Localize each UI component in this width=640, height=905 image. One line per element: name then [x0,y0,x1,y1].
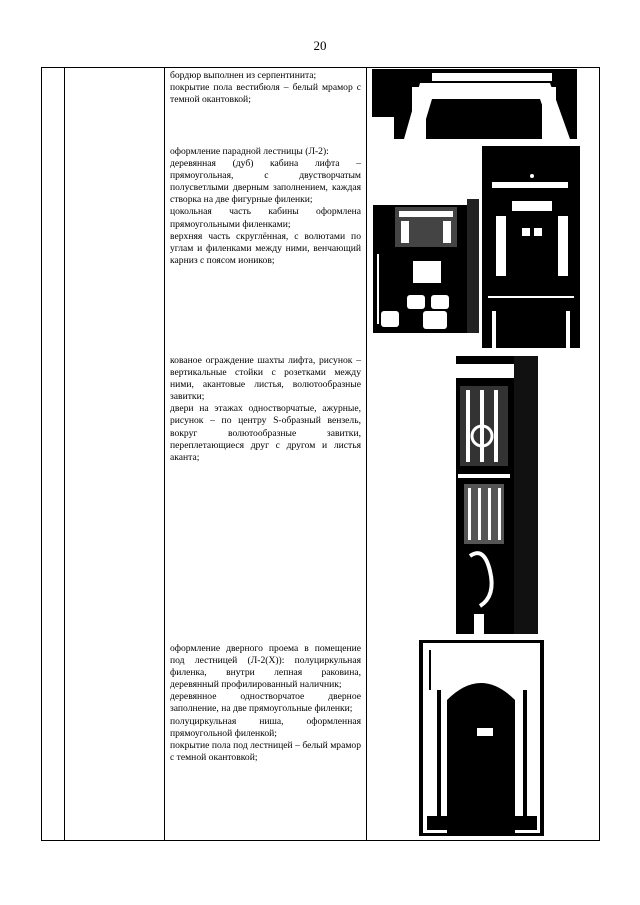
row-1-description [170,70,361,106]
lift-cabin-top-photo [482,146,580,348]
row-4-line-2: деревянное одностворчатое дверное заполнение, на две прямоугольные филенки; [170,691,361,715]
row-4-description [170,643,361,764]
row-2-line-3: цокольная часть кабины оформлена прямоугольными филенками; [170,206,361,230]
monument-description-table [41,67,600,841]
row-2-line-1: оформление парадной лестницы (Л-2): [170,146,329,157]
row-4-line-1: оформление дверного проема в помещение под лестницей (Л-2(Х)): полуциркульная филенка, внутри лепная раковина, деревянный профилированный наличник; [170,643,361,691]
row-1-line-2: покрытие пола вестибюля – белый мрамор с темной окантовкой; [170,82,361,106]
row-3-line-2: двери на этажах одностворчатые, ажурные, рисунок – по центру S-образный вензель, вокруг волютообразные завитки, переплетающиеся друг с другом и листья аканта; [170,403,361,463]
row-4-line-4: покрытие пола под лестницей – белый мрамор с темной окантовкой; [170,739,361,763]
page-number: 20 [313,38,327,53]
vestibule-floor-photo [372,69,594,139]
lift-cabin-photo [373,199,479,333]
row-4-line-3: полуциркульная ниша, оформленная прямоугольной филенкой; [170,715,361,739]
column-divider-2 [164,68,165,840]
lift-shaft-fence-photo [430,356,538,634]
column-divider-3 [366,68,367,840]
row-2-description [170,146,361,267]
under-stair-door-photo [419,640,544,836]
row-3-description [170,355,361,464]
row-2-line-2: деревянная (дуб) кабина лифта – прямоугольная, с двустворчатым полусветлыми дверным заполнением, каждая створка на две фигурные филенки; [170,158,361,206]
row-1-line-1: бордюр выполнен из серпентинита; [170,70,317,81]
row-2-line-4: верхняя часть скруглённая, с волютами по углам и филенками между ними, венчающий карниз с поясом иоников; [170,230,361,266]
column-divider-1 [64,68,65,840]
row-3-line-1: кованое ограждение шахты лифта, рисунок – вертикальные стойки с розетками между ними, акантовые листья, волютообразные завитки; [170,355,361,403]
